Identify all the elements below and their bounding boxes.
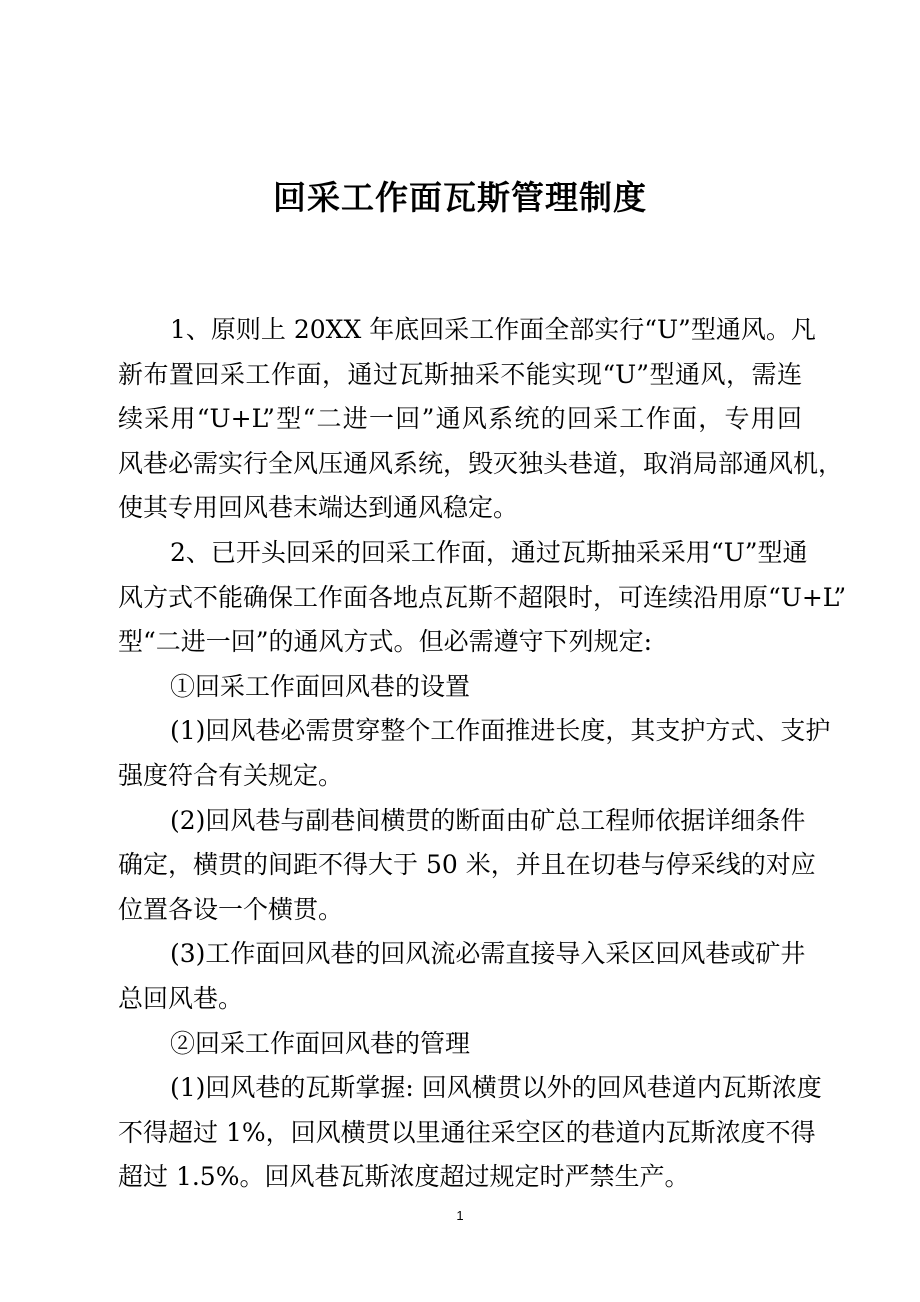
document-title: 回采工作面瓦斯管理制度 [273,178,647,217]
text-line: 续采用“U+L”型“二进一回”通风系统的回采工作面，专用回 [118,404,802,434]
text-line: ①回采工作面回风巷的设置 [170,671,471,701]
text-line: (1)回风巷必需贯穿整个工作面推进长度，其支护方式、支护 [170,716,831,746]
document-body [118,308,847,1200]
text-line: 新布置回采工作面，通过瓦斯抽采不能实现“U”型通风，需连 [118,359,802,389]
text-line: 风巷必需实行全风压通风系统，毁灭独头巷道，取消局部通风机， [118,448,844,478]
text-line: ②回采工作面回风巷的管理 [170,1028,471,1058]
text-line: 型“二进一回”的通风方式。但必需遵守下列规定: [118,627,652,657]
page-number: 1 [456,1208,464,1223]
text-line: 位置各设一个横贯。 [118,894,344,924]
text-line: 1、原则上 20XX 年底回采工作面全部实行“U”型通风。凡 [170,315,816,344]
text-line: 不得超过 1%，回风横贯以里通往采空区的巷道内瓦斯浓度不得 [118,1117,816,1147]
text-line: 使其专用回风巷末端达到通风稳定。 [118,493,519,523]
text-line: 确定，横贯的间距不得大于 50 米，并且在切巷与停采线的对应 [118,850,816,880]
text-line: (3)工作面回风巷的回风流必需直接导入采区回风巷或矿井 [170,939,806,969]
text-line: (2)回风巷与副巷间横贯的断面由矿总工程师依据详细条件 [170,805,806,835]
text-line: (1)回风巷的瓦斯掌握: 回风横贯以外的回风巷道内瓦斯浓度 [170,1073,822,1103]
text-line: 超过 1.5%。回风巷瓦斯浓度超过规定时严禁生产。 [118,1162,690,1192]
text-line: 总回风巷。 [118,983,244,1013]
text-line: 风方式不能确保工作面各地点瓦斯不超限时，可连续沿用原“U+L” [118,582,847,612]
text-line: 2、已开头回采的回采工作面，通过瓦斯抽采采用“U”型通 [170,537,808,567]
text-line: 强度符合有关规定。 [118,760,344,790]
